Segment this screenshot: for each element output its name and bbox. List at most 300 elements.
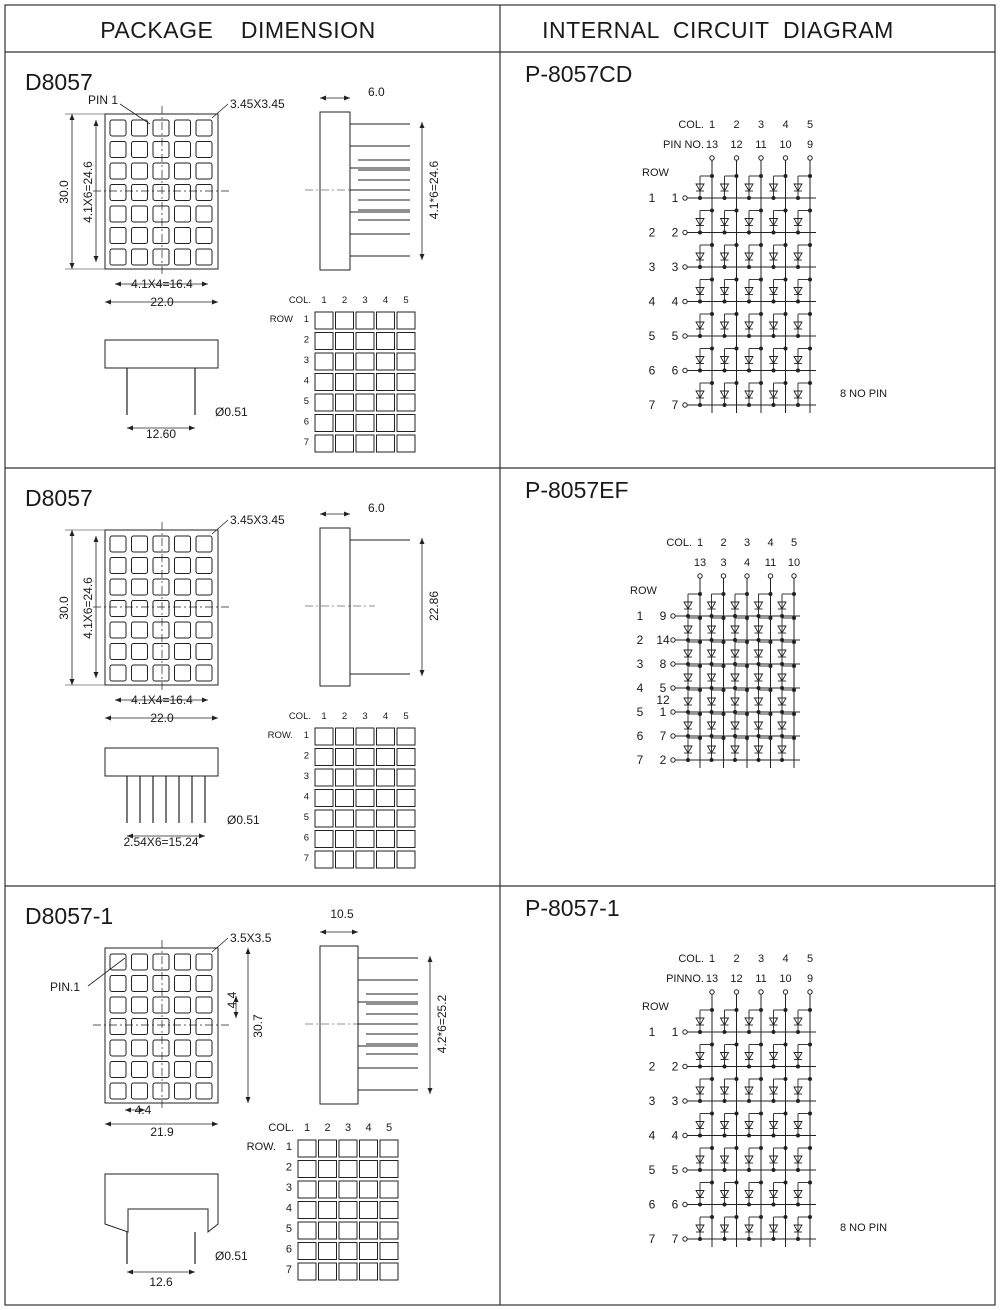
junction-dot bbox=[759, 1008, 763, 1012]
led-dot bbox=[132, 1040, 148, 1056]
junction-dot bbox=[759, 278, 763, 282]
junction-dot bbox=[747, 265, 751, 269]
arrowhead bbox=[94, 672, 99, 678]
circuit-row-pin: 1 bbox=[671, 1025, 679, 1039]
circuit-row-number: 2 bbox=[648, 225, 656, 240]
grid-cell bbox=[356, 435, 374, 452]
arrowhead bbox=[212, 300, 218, 305]
junction-dot bbox=[796, 1065, 800, 1069]
junction-dot bbox=[796, 196, 800, 200]
front-view bbox=[93, 106, 231, 277]
side-depth-dim: 6.0 bbox=[368, 501, 385, 515]
led-dot bbox=[153, 185, 169, 201]
circuit-col-pin: 13 bbox=[705, 139, 719, 151]
pin-node bbox=[808, 156, 812, 160]
junction-dot bbox=[772, 265, 776, 269]
junction-dot bbox=[735, 174, 739, 178]
junction-dot bbox=[747, 1237, 751, 1241]
grid-cell bbox=[377, 333, 395, 350]
grid-cell bbox=[298, 1243, 316, 1260]
circuit-model: P-8057-1 bbox=[525, 895, 620, 921]
led-dot bbox=[175, 206, 191, 222]
circuit-row-number: 6 bbox=[648, 363, 656, 378]
circuit-row-pin: 6 bbox=[671, 363, 679, 378]
pin-node bbox=[792, 574, 796, 578]
led-dot bbox=[196, 206, 212, 222]
circuit-matrix bbox=[642, 953, 887, 1247]
junction-dot bbox=[808, 1112, 812, 1116]
grid-cell bbox=[315, 435, 333, 452]
junction-dot bbox=[808, 1008, 812, 1012]
junction-dot bbox=[698, 640, 702, 644]
grid-cell bbox=[319, 1263, 337, 1280]
grid-col-number: 3 bbox=[362, 711, 368, 722]
led-dot bbox=[175, 558, 191, 574]
junction-dot bbox=[710, 710, 714, 714]
grid-cell bbox=[380, 1181, 398, 1198]
circuit-row-pin: 4 bbox=[671, 294, 679, 309]
grid-cell bbox=[380, 1222, 398, 1239]
junction-dot bbox=[792, 616, 796, 620]
circuit-col-label: COL. bbox=[678, 119, 704, 131]
grid-cell bbox=[377, 353, 395, 370]
grid-cell bbox=[315, 333, 333, 350]
led-dot bbox=[175, 997, 191, 1013]
pin-node bbox=[759, 156, 763, 160]
junction-dot bbox=[808, 174, 812, 178]
arrowhead bbox=[105, 716, 111, 721]
circuit-row-pin: 1 bbox=[659, 705, 667, 719]
side-body bbox=[320, 528, 350, 686]
grid-cell bbox=[397, 353, 415, 370]
circuit-col-pin: 9 bbox=[806, 973, 814, 985]
junction-dot bbox=[698, 1168, 702, 1172]
junction-dot bbox=[796, 1030, 800, 1034]
led-dot bbox=[175, 185, 191, 201]
grid-cell bbox=[339, 1161, 357, 1178]
junction-dot bbox=[735, 1215, 739, 1219]
grid-cell bbox=[397, 312, 415, 329]
grid-cell bbox=[336, 353, 354, 370]
led-dot bbox=[110, 1062, 126, 1078]
led-dot bbox=[110, 622, 126, 638]
junction-dot bbox=[735, 278, 739, 282]
grid-col-number: 2 bbox=[341, 295, 348, 306]
junction-dot bbox=[686, 662, 690, 666]
circuit-row-pin: 7 bbox=[671, 398, 679, 412]
arrowhead bbox=[320, 512, 326, 517]
pin-node bbox=[710, 156, 714, 160]
junction-dot bbox=[710, 1008, 714, 1012]
led-dot bbox=[196, 976, 212, 992]
junction-dot bbox=[796, 300, 800, 304]
grid-cell bbox=[298, 1222, 316, 1239]
grid-row-number: 5 bbox=[285, 1223, 292, 1235]
display-body bbox=[105, 114, 218, 269]
grid-cell bbox=[315, 749, 333, 766]
junction-dot bbox=[792, 592, 796, 596]
grid-row-number: 1 bbox=[303, 314, 309, 325]
grid-cell bbox=[336, 769, 354, 786]
junction-dot bbox=[784, 174, 788, 178]
pin1-label: PIN 1 bbox=[88, 93, 119, 107]
circuit-col-pin: 4 bbox=[743, 557, 751, 569]
junction-dot bbox=[745, 592, 749, 596]
circuit-row-pin: 2 bbox=[671, 225, 679, 240]
arrowhead bbox=[420, 538, 425, 544]
grid-cell bbox=[315, 353, 333, 370]
grid-cell bbox=[380, 1140, 398, 1157]
grid-row-number: 5 bbox=[303, 812, 309, 823]
grid-cell bbox=[397, 394, 415, 411]
junction-dot bbox=[747, 1134, 751, 1138]
led-dot bbox=[110, 1083, 126, 1099]
led-dot bbox=[196, 185, 212, 201]
pin-node bbox=[683, 1237, 687, 1241]
grid-cell bbox=[356, 769, 374, 786]
circuit-row-pin: 8 bbox=[659, 657, 667, 671]
junction-dot bbox=[757, 710, 761, 714]
grid-cell bbox=[397, 415, 415, 432]
led-dot bbox=[132, 579, 148, 595]
junction-dot bbox=[808, 1181, 812, 1185]
grid-cell bbox=[360, 1161, 378, 1178]
led-dot bbox=[110, 120, 126, 136]
circuit-row-pin: 2 bbox=[671, 1059, 679, 1074]
front-view bbox=[93, 522, 231, 693]
grid-cell bbox=[315, 790, 333, 807]
circuit-row-pin: 9 bbox=[659, 609, 667, 623]
grid-cell bbox=[315, 394, 333, 411]
junction-dot bbox=[735, 1008, 739, 1012]
arrowhead bbox=[320, 96, 326, 101]
circuit-row-number: 6 bbox=[636, 729, 644, 743]
circuit-row-pin: 3 bbox=[671, 1094, 679, 1108]
junction-dot bbox=[735, 1112, 739, 1116]
dot-size-label: 3.45X3.45 bbox=[230, 97, 285, 111]
circuit-col-pin: 13 bbox=[705, 973, 719, 985]
circuit-row-number: 5 bbox=[648, 1163, 656, 1177]
junction-dot bbox=[686, 710, 690, 714]
junction-dot bbox=[723, 300, 727, 304]
circuit-model: P-8057CD bbox=[525, 61, 633, 87]
grid-cell bbox=[377, 851, 395, 868]
grid-cell bbox=[315, 810, 333, 827]
circuit-row-pin: 5 12 bbox=[656, 681, 670, 707]
led-dot bbox=[153, 622, 169, 638]
led-dot bbox=[196, 142, 212, 158]
circuit-col-number: 4 bbox=[767, 537, 774, 549]
grid-cell bbox=[397, 810, 415, 827]
led-dot bbox=[175, 954, 191, 970]
grid-col-number: 1 bbox=[303, 1122, 311, 1134]
junction-dot bbox=[735, 312, 739, 316]
arrowhead bbox=[115, 282, 121, 287]
led-dot bbox=[196, 665, 212, 681]
grid-cell bbox=[377, 435, 395, 452]
pin-node bbox=[783, 990, 787, 994]
width-dim: 22.0 bbox=[150, 711, 174, 725]
circuit-col-pin: 11 bbox=[755, 973, 767, 985]
grid-col-number: 2 bbox=[341, 711, 348, 722]
circuit-row-pin: 3 bbox=[671, 260, 679, 274]
pin-grid bbox=[247, 1122, 398, 1280]
junction-dot bbox=[769, 712, 773, 716]
junction-dot bbox=[759, 1215, 763, 1219]
grid-cell bbox=[315, 851, 333, 868]
led-dot bbox=[153, 1040, 169, 1056]
junction-dot bbox=[772, 231, 776, 235]
pin-node bbox=[683, 1168, 687, 1172]
junction-dot bbox=[745, 736, 749, 740]
arrowhead bbox=[246, 948, 251, 954]
pin-node bbox=[683, 1064, 687, 1068]
grid-cell bbox=[298, 1161, 316, 1178]
grid-row-number: 7 bbox=[303, 437, 309, 448]
junction-dot bbox=[772, 300, 776, 304]
junction-dot bbox=[808, 209, 812, 213]
junction-dot bbox=[772, 1099, 776, 1103]
led-dot bbox=[132, 142, 148, 158]
junction-dot bbox=[698, 196, 702, 200]
width-dim: 22.0 bbox=[150, 295, 174, 309]
junction-dot bbox=[759, 312, 763, 316]
led-dot bbox=[175, 644, 191, 660]
junction-dot bbox=[698, 592, 702, 596]
hpitch-dim: 4.4 bbox=[134, 1103, 152, 1117]
vspan-dim: 4.1X6=24.6 bbox=[81, 161, 95, 223]
led-dot bbox=[196, 997, 212, 1013]
led-dot bbox=[132, 120, 148, 136]
junction-dot bbox=[745, 688, 749, 692]
circuit-row-label: ROW bbox=[642, 167, 669, 179]
junction-dot bbox=[747, 1030, 751, 1034]
junction-dot bbox=[698, 334, 702, 338]
grid-cell bbox=[336, 333, 354, 350]
junction-dot bbox=[723, 1099, 727, 1103]
junction-dot bbox=[759, 1181, 763, 1185]
grid-col-label: COL. bbox=[268, 1122, 294, 1134]
circuit-row-label: ROW bbox=[630, 585, 657, 597]
junction-dot bbox=[796, 1168, 800, 1172]
grid-row-number: 3 bbox=[303, 771, 309, 782]
grid-cell bbox=[315, 374, 333, 391]
grid-row-number: 6 bbox=[285, 1243, 292, 1256]
grid-cell bbox=[319, 1140, 337, 1157]
led-dot bbox=[153, 558, 169, 574]
junction-dot bbox=[735, 347, 739, 351]
led-dot bbox=[153, 142, 169, 158]
pin-node bbox=[671, 758, 675, 762]
grid-cell bbox=[339, 1243, 357, 1260]
grid-cell bbox=[315, 831, 333, 848]
led-dot bbox=[110, 1040, 126, 1056]
pin-node bbox=[698, 574, 702, 578]
led-dot bbox=[132, 536, 148, 552]
junction-dot bbox=[710, 662, 714, 666]
junction-dot bbox=[784, 1008, 788, 1012]
led-dot bbox=[196, 163, 212, 179]
grid-cell bbox=[377, 394, 395, 411]
side-pitch-dim: 4.1*6=24.6 bbox=[427, 160, 441, 220]
grid-row-number: 2 bbox=[303, 750, 309, 762]
led-dot bbox=[196, 120, 212, 136]
junction-dot bbox=[796, 334, 800, 338]
circuit-col-pin: 11 bbox=[755, 139, 767, 151]
package-model: D8057 bbox=[25, 485, 93, 511]
led-dot bbox=[175, 163, 191, 179]
junction-dot bbox=[698, 403, 702, 407]
circuit-col-pin: 11 bbox=[764, 557, 777, 569]
grid-cell bbox=[319, 1222, 337, 1239]
circuit-col-pin: 10 bbox=[779, 973, 792, 985]
section-1 bbox=[25, 61, 887, 452]
junction-dot bbox=[735, 1077, 739, 1081]
circuit-col-label: COL. bbox=[678, 953, 704, 965]
led-dot bbox=[132, 185, 148, 201]
grid-row-number: 6 bbox=[303, 416, 309, 428]
junction-dot bbox=[784, 1146, 788, 1150]
bottom-body bbox=[105, 340, 218, 368]
hspan-dim: 4.1X4=16.4 bbox=[131, 277, 193, 291]
led-dot bbox=[196, 601, 212, 617]
circuit-row-pin: 7 bbox=[671, 1232, 679, 1246]
grid-cell bbox=[336, 810, 354, 827]
led-dot bbox=[196, 249, 212, 265]
circuit-row-number: 5 bbox=[648, 329, 656, 343]
grid-col-number: 3 bbox=[362, 295, 368, 306]
grid-col-number: 2 bbox=[324, 1122, 331, 1134]
grid-cell bbox=[319, 1161, 337, 1178]
circuit-row-number: 7 bbox=[648, 1232, 656, 1246]
arrowhead bbox=[127, 1270, 133, 1275]
circuit-col-pin: 10 bbox=[787, 557, 801, 569]
display-body bbox=[105, 948, 218, 1103]
junction-dot bbox=[772, 1168, 776, 1172]
grid-cell bbox=[356, 749, 374, 766]
line bbox=[212, 520, 228, 534]
arrowhead bbox=[189, 1270, 195, 1275]
junction-dot bbox=[710, 243, 714, 247]
grid-row-number: 4 bbox=[303, 375, 309, 387]
bottom-span-dim: 2.54X6=15.24 bbox=[123, 835, 199, 849]
junction-dot bbox=[784, 278, 788, 282]
pin-node bbox=[683, 265, 687, 269]
circuit-col-number: 2 bbox=[733, 119, 740, 131]
grid-cell bbox=[377, 749, 395, 766]
junction-dot bbox=[808, 1077, 812, 1081]
junction-dot bbox=[808, 1146, 812, 1150]
circuit-col-number: 4 bbox=[782, 953, 789, 965]
junction-dot bbox=[796, 1099, 800, 1103]
junction-dot bbox=[808, 312, 812, 316]
circuit-row-pin: 7 bbox=[659, 729, 667, 743]
junction-dot bbox=[759, 209, 763, 213]
junction-dot bbox=[780, 614, 784, 618]
junction-dot bbox=[710, 1181, 714, 1185]
junction-dot bbox=[808, 1043, 812, 1047]
led-dot bbox=[132, 976, 148, 992]
arrowhead bbox=[320, 930, 326, 935]
grid-col-label: COL. bbox=[288, 295, 311, 306]
junction-dot bbox=[710, 278, 714, 282]
pin-node bbox=[683, 403, 687, 407]
junction-dot bbox=[698, 1065, 702, 1069]
led-dot bbox=[110, 536, 126, 552]
led-dot bbox=[175, 249, 191, 265]
circuit-row-number: 3 bbox=[648, 260, 656, 274]
junction-dot bbox=[733, 686, 737, 690]
led-dot bbox=[196, 1019, 212, 1035]
circuit-col-number: 2 bbox=[720, 537, 727, 549]
grid-cell bbox=[339, 1140, 357, 1157]
junction-dot bbox=[784, 209, 788, 213]
grid-cell bbox=[397, 374, 415, 391]
grid-cell bbox=[339, 1263, 357, 1280]
circuit-col-number: 5 bbox=[790, 537, 798, 549]
grid-cell bbox=[319, 1181, 337, 1198]
arrowhead bbox=[344, 96, 350, 101]
pin-node bbox=[683, 1202, 687, 1206]
led-dot bbox=[153, 601, 169, 617]
grid-row-number: 1 bbox=[303, 730, 309, 741]
pin-node bbox=[683, 1099, 687, 1103]
junction-dot bbox=[710, 1215, 714, 1219]
led-dot bbox=[196, 622, 212, 638]
circuit-row-number: 1 bbox=[648, 1025, 656, 1039]
circuit-col-number: 2 bbox=[733, 953, 740, 965]
led-dot bbox=[110, 997, 126, 1013]
grid-row-number: 3 bbox=[303, 355, 309, 366]
led-dot bbox=[175, 976, 191, 992]
junction-dot bbox=[723, 265, 727, 269]
junction-dot bbox=[747, 369, 751, 373]
header-package-dimension: PACKAGE DIMENSION bbox=[100, 17, 376, 43]
arrowhead bbox=[212, 716, 218, 721]
junction-dot bbox=[784, 1181, 788, 1185]
grid-cell bbox=[377, 769, 395, 786]
pin-grid bbox=[270, 295, 415, 452]
grid-cell bbox=[360, 1181, 378, 1198]
grid-row-label: ROW bbox=[269, 314, 293, 325]
led-dot bbox=[153, 249, 169, 265]
grid-cell bbox=[336, 394, 354, 411]
grid-cell bbox=[336, 415, 354, 432]
led-dot bbox=[110, 976, 126, 992]
pin-node bbox=[734, 990, 738, 994]
grid-row-number: 5 bbox=[303, 396, 309, 407]
circuit-col-number: 4 bbox=[782, 119, 789, 131]
junction-dot bbox=[723, 1168, 727, 1172]
junction-dot bbox=[784, 1043, 788, 1047]
grid-cell bbox=[356, 851, 374, 868]
junction-dot bbox=[792, 688, 796, 692]
led-dot bbox=[153, 206, 169, 222]
junction-dot bbox=[780, 662, 784, 666]
grid-cell bbox=[298, 1202, 316, 1219]
led-dot bbox=[110, 163, 126, 179]
led-dot bbox=[132, 644, 148, 660]
grid-row-number: 4 bbox=[285, 1202, 292, 1215]
arrowhead bbox=[234, 1012, 239, 1018]
junction-dot bbox=[784, 1112, 788, 1116]
junction-dot bbox=[780, 710, 784, 714]
circuit-col-number: 5 bbox=[806, 119, 814, 131]
led-dot bbox=[110, 601, 126, 617]
junction-dot bbox=[772, 196, 776, 200]
led-dot bbox=[110, 206, 126, 222]
circuit-col-pin: 12 bbox=[730, 139, 743, 151]
